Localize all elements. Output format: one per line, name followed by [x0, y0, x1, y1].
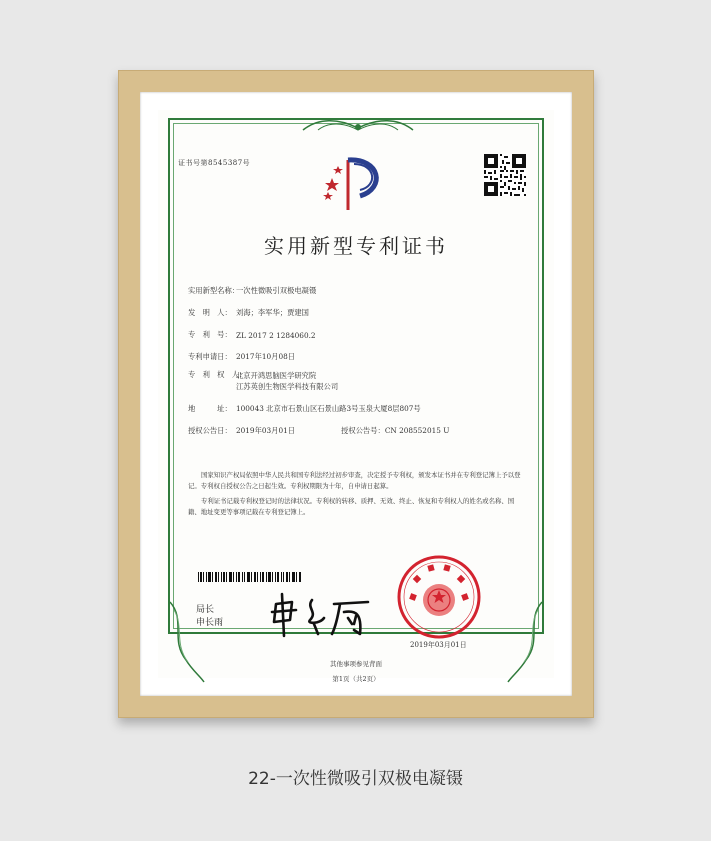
page-number: 第1页（共2页） — [332, 675, 380, 683]
field-holder — [188, 368, 532, 398]
field-name-label: 实用新型名称： — [188, 286, 240, 295]
patent-office-logo-icon — [320, 140, 400, 220]
frame-mat — [140, 92, 572, 696]
field-grant-no-label: 授权公告号： — [341, 426, 385, 435]
seal-date: 2019年03月01日 — [410, 641, 467, 649]
field-patent-no-value: ZL 2017 2 1284060.2 — [236, 330, 316, 340]
field-address-value: 100043 北京市石景山区石景山路3号玉泉大厦8层807号 — [236, 404, 421, 413]
certificate-number: 证书号第8545387号 — [178, 159, 251, 167]
field-holder-value-2: 江苏英创生物医学科技有限公司 — [236, 382, 339, 391]
field-patent-no-label: 专 利 号： — [188, 330, 232, 339]
field-address-label: 地 址： — [188, 404, 232, 413]
field-filing-date-value: 2017年10月08日 — [236, 352, 296, 361]
field-grant-date-value: 2019年03月01日 — [236, 426, 296, 435]
certificate-body — [188, 470, 524, 522]
field-name — [188, 280, 532, 302]
image-caption: 22-一次性微吸引双极电凝镊 — [248, 769, 463, 789]
qr-code-icon — [484, 154, 526, 196]
field-grant-date-label: 授权公告日： — [188, 426, 232, 435]
field-grant-no-value: CN 208552015 U — [384, 426, 450, 435]
field-patent-no — [188, 324, 532, 346]
picture-frame — [118, 70, 594, 718]
field-filing-date — [188, 346, 532, 368]
field-inventor-label: 发 明 人： — [188, 308, 232, 317]
body-paragraph-2: 专利证书记载专利权登记时的法律状况。专利权的转移、质押、无效、终止、恢复和专利权人的姓名或名称、国籍、地址变更等事项记载在专利登记簿上。 — [188, 497, 515, 516]
field-filing-date-label: 专利申请日： — [188, 352, 232, 361]
certificate-title: 实用新型专利证书 — [264, 234, 448, 258]
director-block — [196, 604, 223, 630]
certificate-paper — [158, 110, 554, 683]
field-holder-value — [236, 370, 338, 392]
field-inventor — [188, 302, 532, 324]
field-inventor-value: 刘海；李军华；贾建国 — [236, 308, 309, 317]
body-paragraph-1: 国家知识产权局依照中华人民共和国专利法经过初步审查，决定授予专利权，颁发本证书并在专利登记簿上予以登记。专利权自授权公告之日起生效。专利权期限为十年，自申请日起算。 — [188, 471, 521, 490]
official-seal-icon — [396, 554, 482, 640]
field-grant-no — [341, 426, 449, 436]
field-holder-label: 专 利 权 人： — [188, 370, 247, 379]
field-holder-value-1: 北京开鸿思脑医学研究院 — [236, 371, 317, 380]
field-address — [188, 398, 532, 420]
bottom-right-ornament-icon — [506, 600, 546, 684]
field-name-value: 一次性微吸引双极电凝镊 — [236, 286, 317, 295]
certificate-fields — [188, 280, 532, 442]
top-ornament-icon — [298, 118, 418, 134]
director-title: 局长 — [196, 605, 215, 615]
director-name: 申长雨 — [196, 618, 224, 628]
signature-icon — [268, 590, 378, 640]
field-grant — [188, 420, 532, 442]
barcode-icon — [198, 572, 302, 582]
footer-note: 其他事项参见背面 — [330, 660, 382, 668]
